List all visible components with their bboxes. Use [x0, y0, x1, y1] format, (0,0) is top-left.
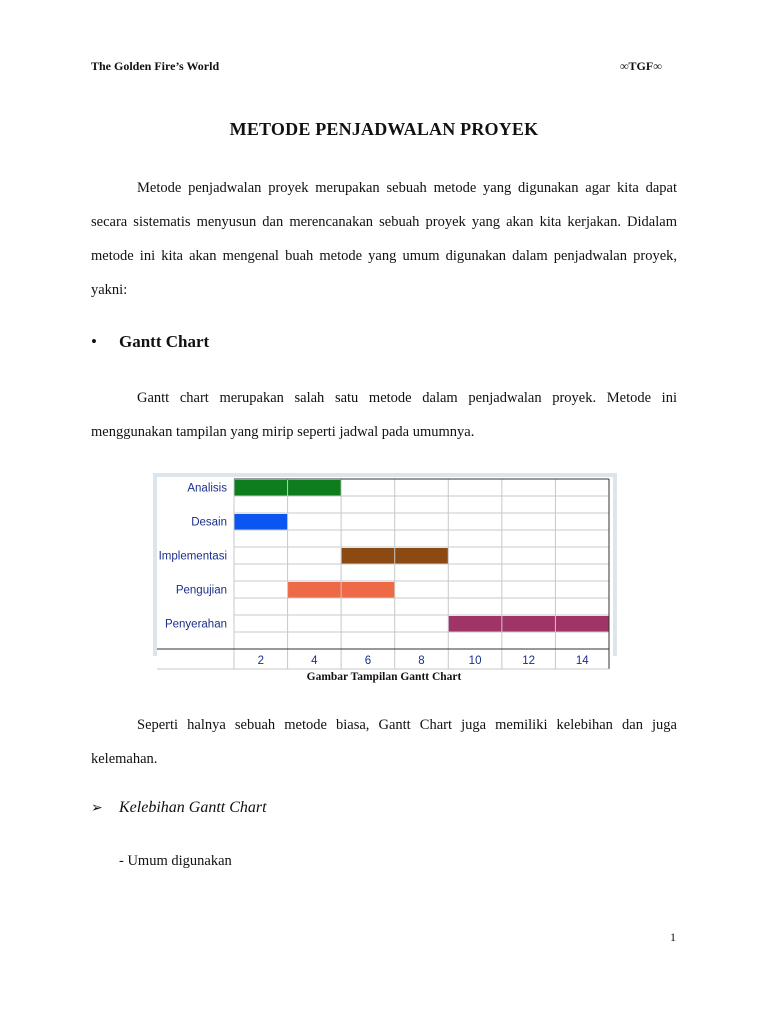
bullet-icon: • [91, 332, 97, 351]
gantt-task-label: Desain [191, 516, 227, 529]
gantt-tick-label: 10 [468, 655, 482, 667]
gantt-background [157, 477, 613, 671]
advantages-intro-text: Seperti halnya sebuah metode biasa, Gantt Chart juga memiliki kelebihan dan juga kelemahan. [91, 717, 677, 767]
header-left: The Golden Fire’s World [91, 59, 220, 73]
figure-caption: Gambar Tampilan Gantt Chart [306, 671, 462, 683]
gantt-tick-label: 8 [418, 655, 425, 667]
section-advantages-heading [91, 799, 267, 817]
gantt-task-label: Pengujian [175, 584, 227, 597]
section-gantt-heading [91, 332, 209, 352]
gantt-intro-paragraph [91, 381, 677, 449]
section-advantages-title: Kelebihan Gantt Chart [119, 799, 267, 816]
page-number: 1 [670, 930, 676, 944]
gantt-task-label: Analisis [187, 482, 227, 495]
gantt-bar-penyerahan [448, 616, 609, 632]
gantt-task-label: Implementasi [158, 550, 227, 563]
gantt-tick-label: 2 [257, 655, 264, 667]
page-title: METODE PENJADWALAN PROYEK [229, 119, 539, 139]
gantt-tick-label: 14 [575, 655, 589, 667]
gantt-intro-text: Gantt chart merupakan salah satu metode dalam penjadwalan proyek. Metode ini menggunakan tampilan yang mirip seperti jadwal pada umumnya. [91, 390, 677, 440]
list-item: - Umum digunakan [119, 853, 232, 869]
header-right: ∞TGF∞ [620, 59, 662, 73]
gantt-tick-label: 12 [522, 655, 536, 667]
intro-text: Metode penjadwalan proyek merupakan sebuah metode yang digunakan agar kita dapat secara sistematis menyusun dan merencanakan sebuah proyek yang akan kita kerjakan. Didalam metode ini kita akan mengenal buah metode yang umum digunakan dalam penjadwalan proyek, yakni: [91, 180, 677, 298]
gantt-tick-label: 6 [364, 655, 372, 667]
arrow-bullet-icon: ➢ [91, 801, 103, 816]
intro-paragraph [91, 171, 677, 307]
gantt-tick-label: 4 [311, 655, 318, 667]
gantt-chart-svg [157, 477, 613, 667]
gantt-task-label: Penyerahan [164, 618, 227, 631]
gantt-chart-frame [153, 473, 617, 667]
section-gantt-title: Gantt Chart [119, 332, 210, 351]
gantt-bar-desain [234, 514, 288, 530]
gantt-chart [157, 477, 613, 667]
advantages-intro-paragraph [91, 708, 677, 776]
